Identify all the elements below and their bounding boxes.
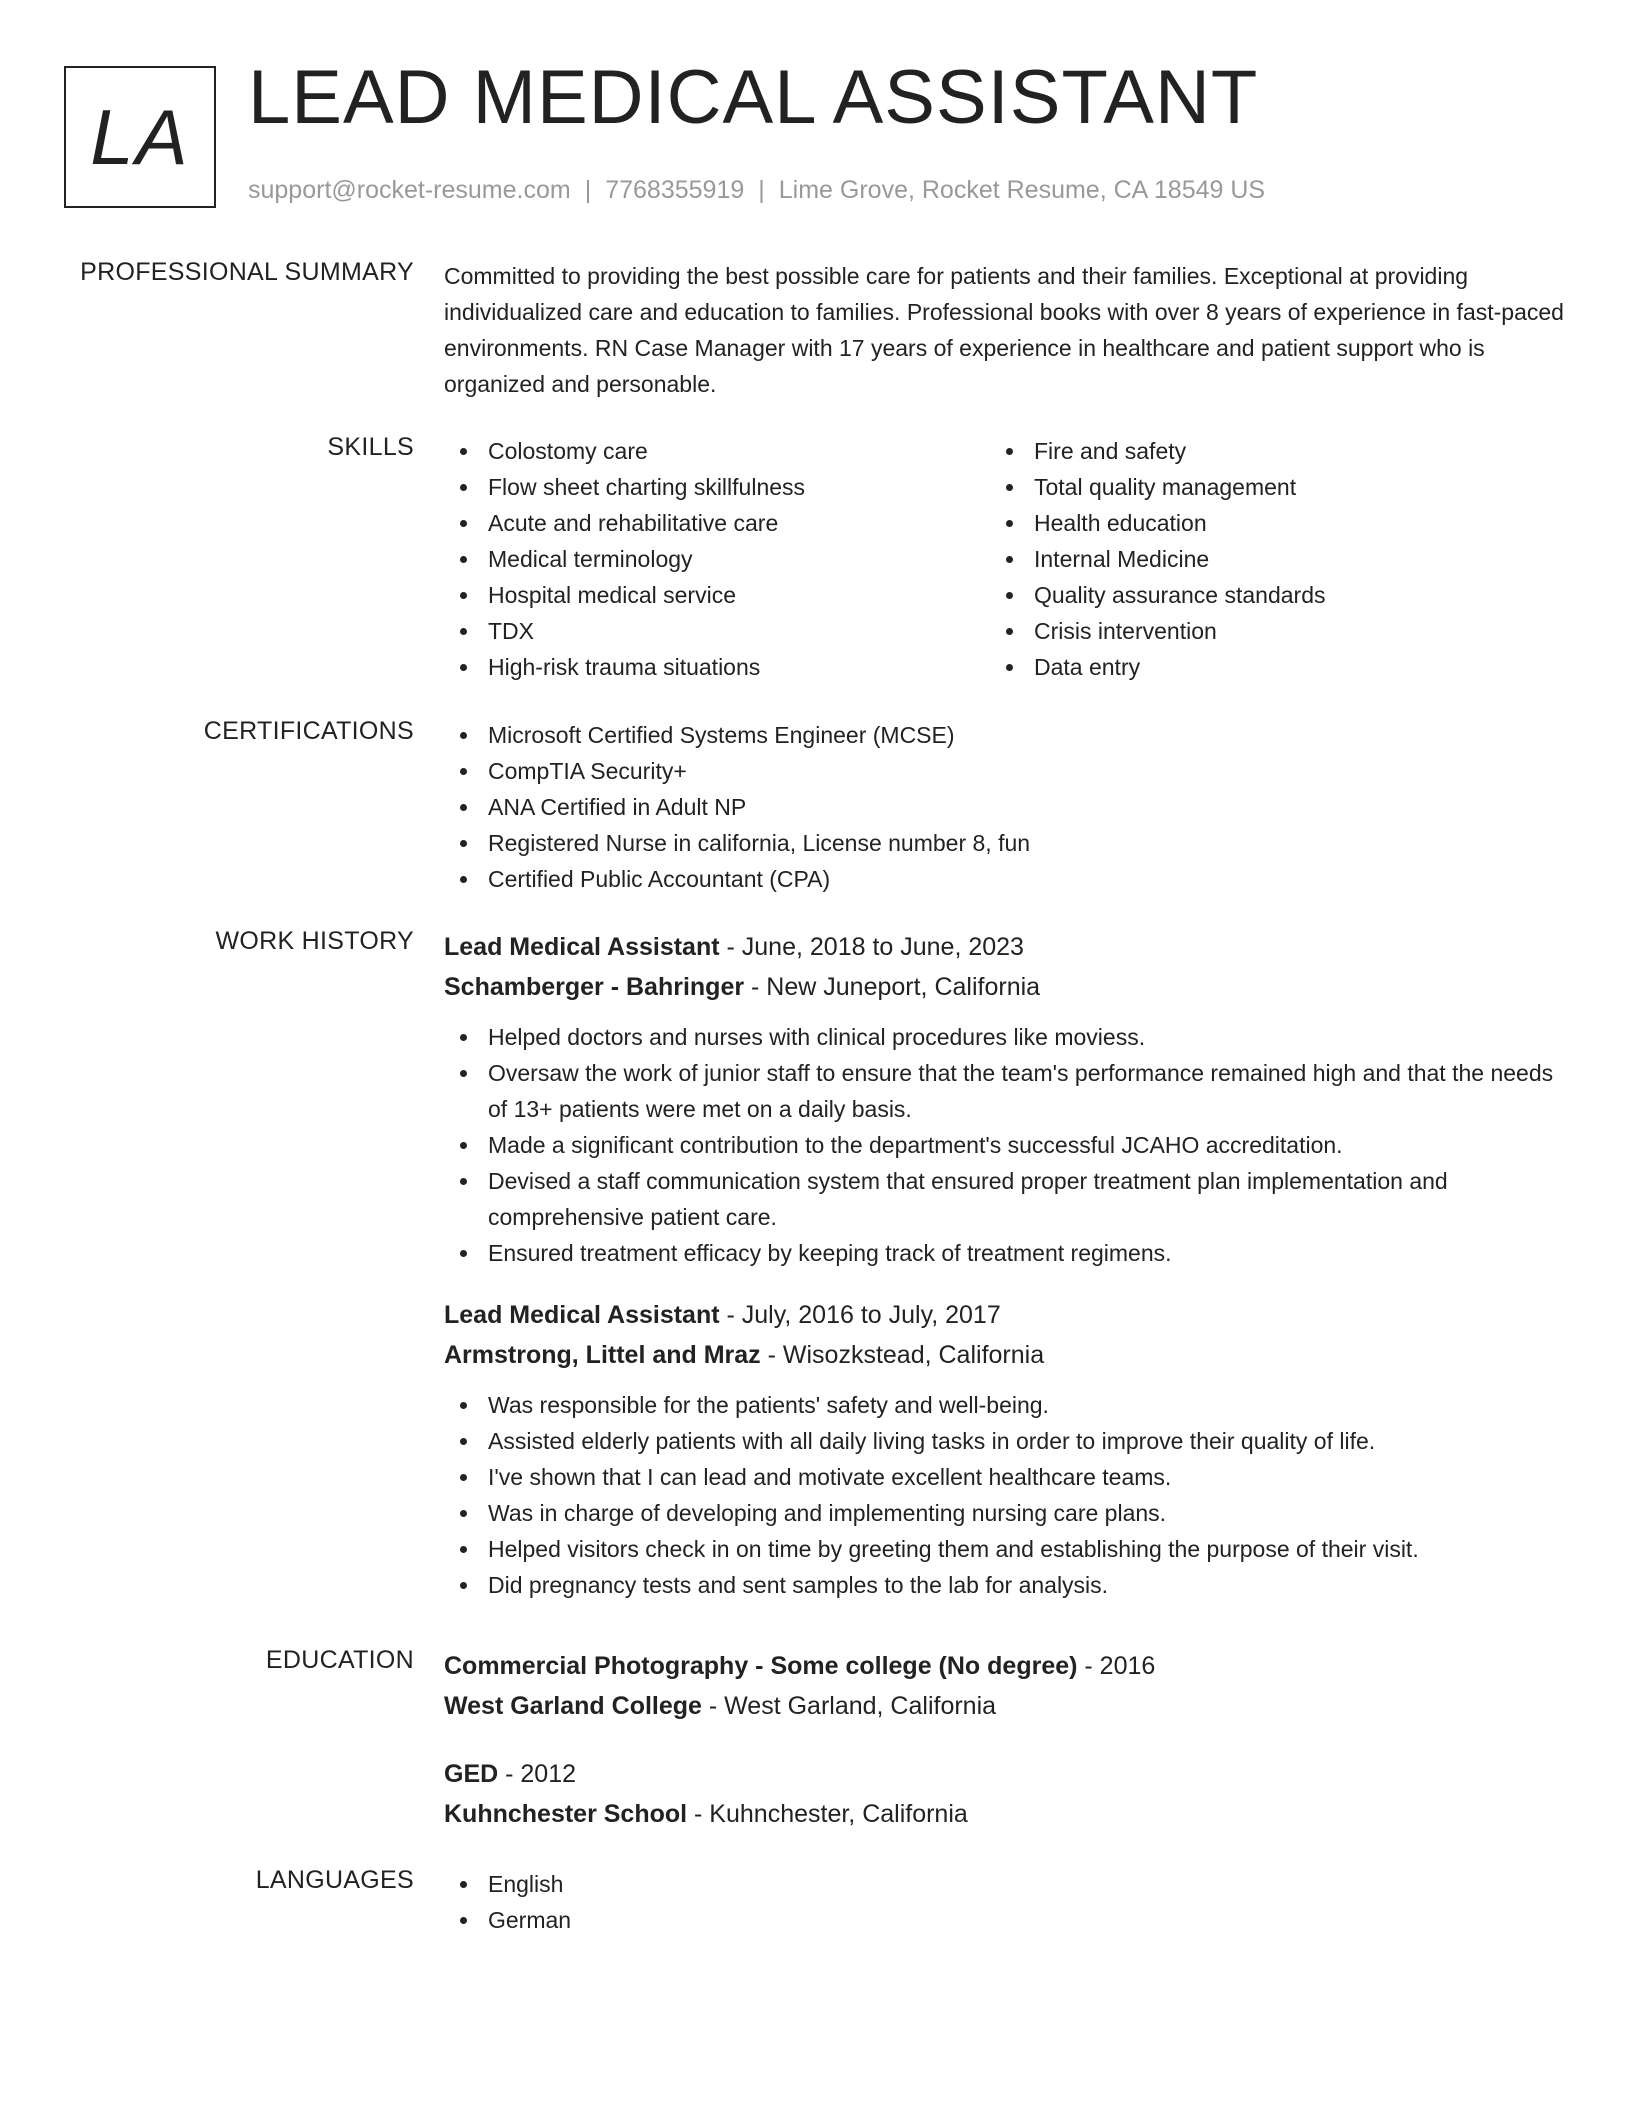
- job-entry: [444, 927, 1564, 1271]
- skill-item: Medical terminology: [444, 541, 990, 577]
- skills-columns: [444, 433, 1564, 685]
- skills-list-right: [990, 433, 1536, 685]
- education-school-line: [444, 1686, 1564, 1726]
- education-body: [444, 1646, 1564, 1834]
- job-org-line: [444, 967, 1564, 1007]
- job-dates: - July, 2016 to July, 2017: [719, 1301, 1001, 1329]
- skills-list-left: [444, 433, 990, 685]
- monogram-badge: LA: [64, 66, 216, 208]
- job-dates: - June, 2018 to June, 2023: [719, 933, 1024, 961]
- resume-title: LEAD MEDICAL ASSISTANT: [248, 55, 1259, 140]
- languages-body: [444, 1866, 1564, 1938]
- skill-item: Crisis intervention: [990, 613, 1536, 649]
- summary-heading: PROFESSIONAL SUMMARY: [80, 258, 414, 286]
- job-title: Lead Medical Assistant: [444, 1301, 720, 1329]
- skill-item: Quality assurance standards: [990, 577, 1536, 613]
- job-duty-item: I've shown that I can lead and motivate excellent healthcare teams.: [444, 1459, 1564, 1495]
- job-duty-item: Oversaw the work of junior staff to ensure that the team's performance remained high and that the needs of 13+ patients were met on a daily basis.: [444, 1055, 1564, 1127]
- skill-item: High-risk trauma situations: [444, 649, 990, 685]
- certifications-body: [444, 717, 1564, 897]
- skill-item: Total quality management: [990, 469, 1536, 505]
- contact-line: [248, 176, 1265, 205]
- education-school: Kuhnchester School: [444, 1800, 688, 1828]
- job-duty-item: Did pregnancy tests and sent samples to the lab for analysis.: [444, 1567, 1564, 1603]
- skill-item: TDX: [444, 613, 990, 649]
- skill-item: Data entry: [990, 649, 1536, 685]
- job-duty-item: Helped doctors and nurses with clinical procedures like moviess.: [444, 1019, 1564, 1055]
- certification-item: ANA Certified in Adult NP: [444, 789, 1564, 825]
- certifications-list: [444, 717, 1564, 897]
- work-history-body: [444, 927, 1564, 1603]
- education-degree-line: [444, 1646, 1564, 1686]
- education-school-line: [444, 1794, 1564, 1834]
- contact-address: Lime Grove, Rocket Resume, CA 18549 US: [778, 176, 1266, 204]
- skills-heading: SKILLS: [327, 433, 414, 461]
- job-duty-item: Ensured treatment efficacy by keeping track of treatment regimens.: [444, 1235, 1564, 1271]
- contact-email: support@rocket-resume.com: [248, 176, 571, 204]
- education-location: - West Garland, California: [701, 1692, 997, 1720]
- contact-separator: |: [758, 176, 765, 204]
- education-entry: [444, 1646, 1564, 1726]
- summary-body: [444, 258, 1564, 402]
- job-title: Lead Medical Assistant: [444, 933, 720, 961]
- job-duty-item: Was responsible for the patients' safety and well-being.: [444, 1387, 1564, 1423]
- job-duties-list: [444, 1019, 1564, 1271]
- education-heading: EDUCATION: [265, 1646, 414, 1674]
- work-history-heading: WORK HISTORY: [215, 927, 414, 955]
- skill-item: Acute and rehabilitative care: [444, 505, 990, 541]
- job-duty-item: Devised a staff communication system that ensured proper treatment plan implementation and comprehensive patient care.: [444, 1163, 1564, 1235]
- skill-item: Internal Medicine: [990, 541, 1536, 577]
- language-item: German: [444, 1902, 1564, 1938]
- job-company: Schamberger - Bahringer: [444, 973, 745, 1001]
- education-degree-line: [444, 1754, 1564, 1794]
- contact-separator: |: [584, 176, 592, 204]
- skill-item: Colostomy care: [444, 433, 990, 469]
- education-year: - 2016: [1077, 1652, 1156, 1680]
- job-company: Armstrong, Littel and Mraz: [444, 1341, 761, 1369]
- job-duty-item: Made a significant contribution to the department's successful JCAHO accreditation.: [444, 1127, 1564, 1163]
- education-degree: GED: [444, 1760, 499, 1788]
- education-year: - 2012: [498, 1760, 577, 1788]
- job-duty-item: Was in charge of developing and implementing nursing care plans.: [444, 1495, 1564, 1531]
- certification-item: CompTIA Security+: [444, 753, 1564, 789]
- skill-item: Flow sheet charting skillfulness: [444, 469, 990, 505]
- job-org-line: [444, 1335, 1564, 1375]
- summary-text: Committed to providing the best possible care for patients and their families. Exceptional at providing individualized care and education to families. Professional books with over 8 years of experience in fast-paced environments. RN Case Manager with 17 years of experience in healthcare and patient support who is organized and personable.: [444, 263, 1564, 397]
- education-school: West Garland College: [444, 1692, 702, 1720]
- certifications-heading: CERTIFICATIONS: [203, 717, 414, 745]
- certification-item: Certified Public Accountant (CPA): [444, 861, 1564, 897]
- job-location: - Wisozkstead, California: [760, 1341, 1045, 1369]
- skill-item: Hospital medical service: [444, 577, 990, 613]
- certification-item: Registered Nurse in california, License number 8, fun: [444, 825, 1564, 861]
- education-entry: [444, 1754, 1564, 1834]
- job-title-line: [444, 1295, 1564, 1335]
- job-title-line: [444, 927, 1564, 967]
- skill-item: Fire and safety: [990, 433, 1536, 469]
- job-duties-list: [444, 1387, 1564, 1603]
- job-duty-item: Helped visitors check in on time by greeting them and establishing the purpose of their visit.: [444, 1531, 1564, 1567]
- skill-item: Health education: [990, 505, 1536, 541]
- certification-item: Microsoft Certified Systems Engineer (MCSE): [444, 717, 1564, 753]
- education-location: - Kuhnchester, California: [687, 1800, 968, 1828]
- contact-phone: 7768355919: [605, 176, 745, 204]
- education-degree: Commercial Photography - Some college (No degree): [444, 1652, 1078, 1680]
- languages-list: [444, 1866, 1564, 1938]
- job-entry: [444, 1295, 1564, 1603]
- job-location: - New Juneport, California: [744, 973, 1041, 1001]
- languages-heading: LANGUAGES: [255, 1866, 414, 1894]
- language-item: English: [444, 1866, 1564, 1902]
- job-duty-item: Assisted elderly patients with all daily living tasks in order to improve their quality of life.: [444, 1423, 1564, 1459]
